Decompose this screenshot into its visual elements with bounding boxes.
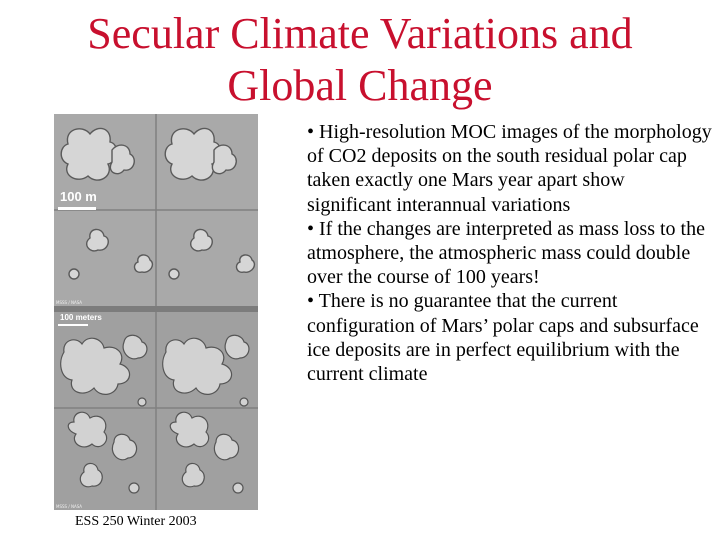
image-panel-bottom bbox=[54, 312, 258, 510]
slide-title-line-2: Global Change bbox=[227, 61, 493, 110]
slide-title bbox=[0, 8, 720, 112]
polar-cap-photo-top bbox=[54, 114, 258, 306]
bullet-item-equilibrium: • There is no guarantee that the current configuration of Mars’ polar caps and subsurface ice deposits are in perfect equilibrium with the current climate bbox=[307, 290, 699, 386]
scale-bar bbox=[58, 207, 96, 210]
bullet-list bbox=[307, 120, 712, 386]
image-credit: MSSS / NASA bbox=[56, 300, 83, 305]
scale-label-100-meters: 100 meters bbox=[60, 313, 102, 322]
polar-cap-photo-bottom bbox=[54, 312, 258, 510]
scale-label-100m: 100 m bbox=[60, 189, 97, 204]
image-panel-top bbox=[54, 114, 258, 306]
bullet-item-mass-loss: • If the changes are interpreted as mass loss to the atmosphere, the atmospheric mass could double over the course of 100 years! bbox=[307, 217, 705, 289]
bullet-item-moc-images: • High-resolution MOC images of the morphology of CO2 deposits on the south residual polar cap taken exactly one Mars year apart show significant interannual variations bbox=[307, 121, 712, 216]
slide-title-line-1: Secular Climate Variations and bbox=[87, 9, 633, 58]
slide-footer: ESS 250 Winter 2003 bbox=[75, 514, 197, 529]
mars-polar-cap-image bbox=[54, 114, 258, 510]
scale-bar bbox=[58, 324, 88, 326]
image-credit: MSSS / NASA bbox=[56, 504, 83, 509]
